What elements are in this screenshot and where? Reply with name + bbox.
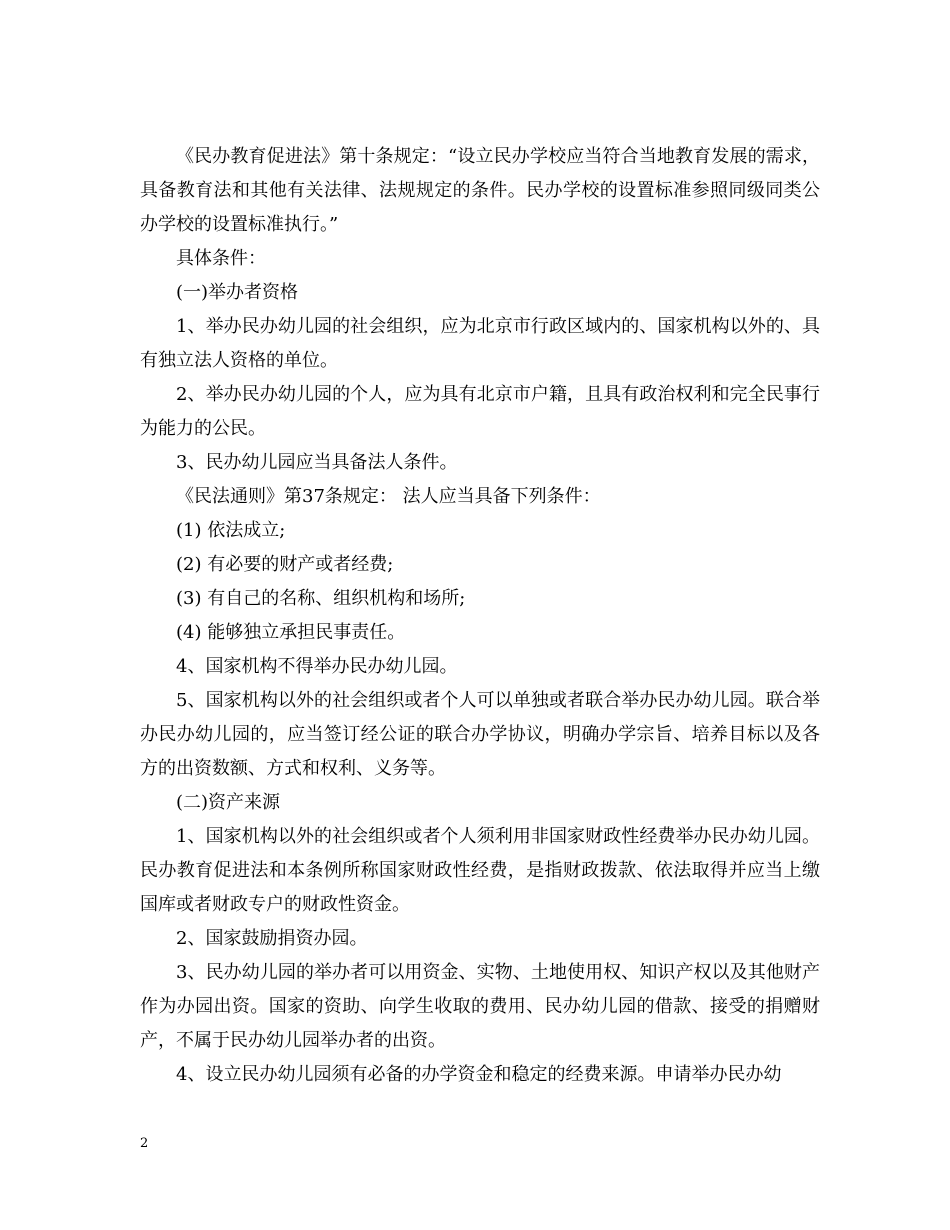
- paragraph-item-4: 4、国家机构不得举办民办幼儿园。: [176, 656, 458, 677]
- list-item-condition-3: (3) 有自己的名称、组织机构和场所;: [176, 588, 466, 609]
- section-heading-asset-source: (二)资产来源: [176, 792, 281, 813]
- paragraph-asset-item-4: 4、设立民办幼儿园须有必备的办学资金和稳定的经费来源。申请举办民办幼: [176, 1064, 782, 1085]
- paragraph-civil-law-article: 《民法通则》第37条规定： 法人应当具备下列条件：: [176, 486, 601, 507]
- section-heading-founder-qualification: (一)举办者资格: [176, 282, 299, 303]
- paragraph-asset-item-2: 2、国家鼓励捐资办园。: [176, 928, 368, 949]
- paragraph-item-1: 1、举办民办幼儿园的社会组织，应为北京市行政区域内的、国家机构以外的、具有独立法人资格的单位。: [140, 316, 820, 371]
- paragraph-item-2: 2、举办民办幼儿园的个人，应为具有北京市户籍，且具有政治权利和完全民事行为能力的公民。: [140, 384, 820, 439]
- paragraph-asset-item-1: 1、国家机构以外的社会组织或者个人须利用非国家财政性经费举办民办幼儿园。民办教育促进法和本条例所称国家财政性经费，是指财政拨款、依法取得并应当上缴国库或者财政专户的财政性资金。: [140, 826, 820, 915]
- paragraph-conditions-heading: 具体条件：: [176, 248, 266, 269]
- paragraph-item-3: 3、民办幼儿园应当具备法人条件。: [176, 452, 458, 473]
- list-item-condition-4: (4) 能够独立承担民事责任。: [176, 622, 406, 643]
- list-item-condition-1: (1) 依法成立;: [176, 520, 286, 541]
- paragraph-item-5: 5、国家机构以外的社会组织或者个人可以单独或者联合举办民办幼儿园。联合举办民办幼儿园的，应当签订经公证的联合办学协议，明确办学宗旨、培养目标以及各方的出资数额、方式和权利、义务等。: [140, 690, 820, 779]
- paragraph-asset-item-3: 3、民办幼儿园的举办者可以用资金、实物、土地使用权、知识产权以及其他财产作为办园出资。国家的资助、向学生收取的费用、民办幼儿园的借款、接受的捐赠财产，不属于民办幼儿园举办者的出资。: [140, 962, 820, 1051]
- page-number: 2: [140, 1136, 149, 1151]
- list-item-condition-2: (2) 有必要的财产或者经费;: [176, 554, 394, 575]
- document-body: [140, 140, 820, 1092]
- paragraph-intro: 《民办教育促进法》第十条规定：“设立民办学校应当符合当地教育发展的需求，具备教育法和其他有关法律、法规规定的条件。民办学校的设置标准参照同级同类公办学校的设置标准执行。”: [140, 146, 820, 235]
